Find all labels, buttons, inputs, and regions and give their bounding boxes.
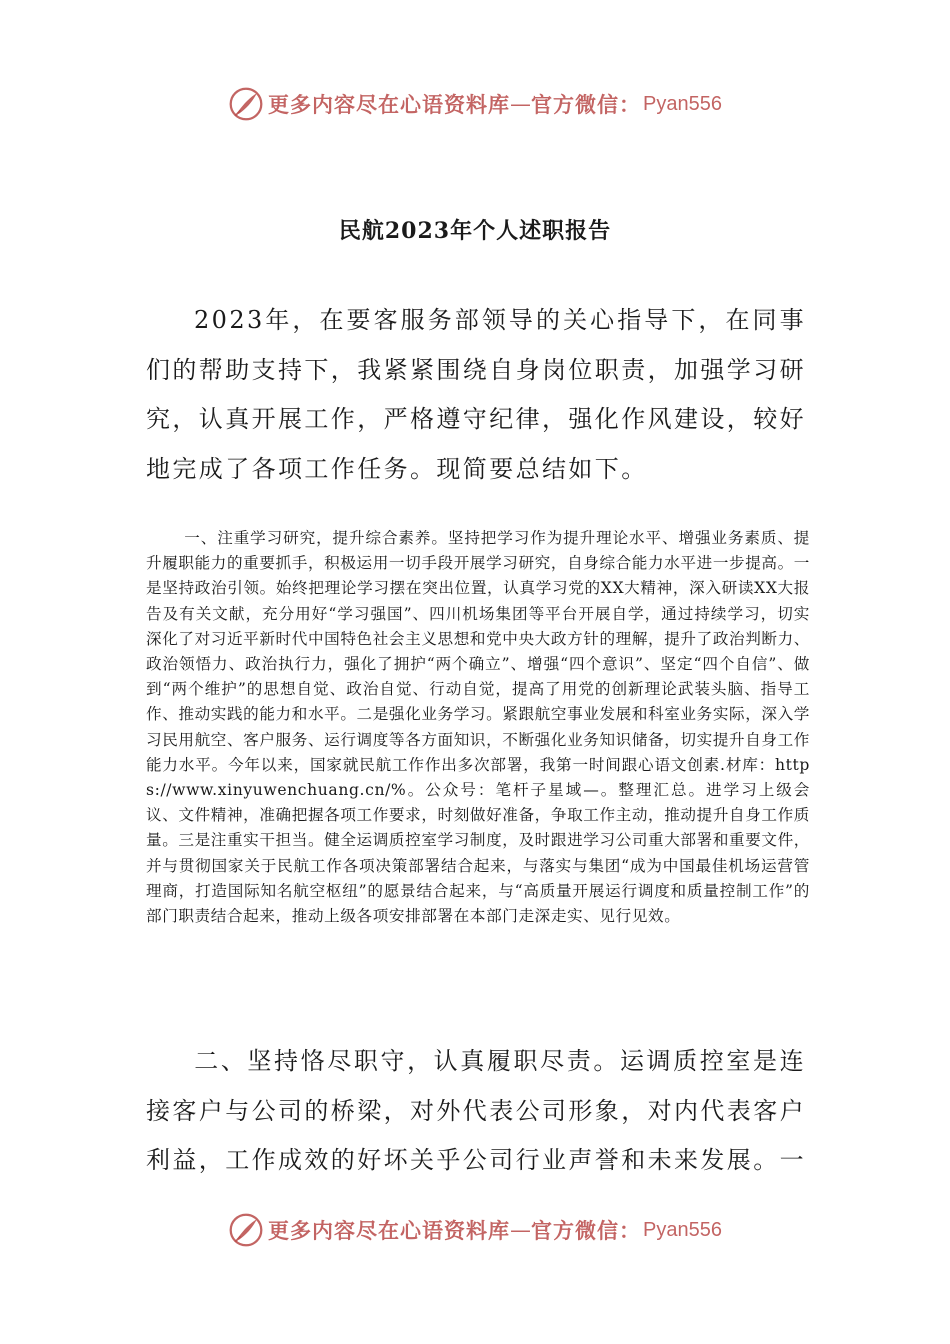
- header-watermark: [0, 84, 950, 124]
- watermark-separator: —: [510, 1218, 532, 1242]
- section-one-paragraph: [146, 526, 810, 929]
- section-two-paragraph: [146, 1037, 806, 1186]
- intro-paragraph: [146, 296, 806, 494]
- watermark-separator: —: [510, 92, 532, 116]
- intro-text: 2023年，在要客服务部领导的关心指导下，在同事们的帮助支持下，我紧紧围绕自身岗位职责，加强学习研究，认真开展工作，严格遵守纪律，强化作风建设，较好地完成了各项工作任务。现简要总结如下。: [146, 306, 806, 483]
- watermark-contact-label: 官方微信：: [531, 92, 642, 117]
- watermark-contact-id: Pyan556: [643, 1218, 722, 1241]
- watermark-contact-id: Pyan556: [643, 92, 722, 115]
- watermark-text: 更多内容尽在心语资料库: [268, 1218, 511, 1243]
- watermark-text: 更多内容尽在心语资料库: [268, 92, 511, 117]
- pen-feather-logo-icon: [228, 1212, 264, 1248]
- pen-feather-logo-icon: [228, 86, 264, 122]
- document-title: 民航2023年个人述职报告: [338, 218, 612, 244]
- section-one-text: 一、注重学习研究，提升综合素养。坚持把学习作为提升理论水平、增强业务素质、提升履职能力的重要抓手，积极运用一切手段开展学习研究，自身综合能力水平进一步提高。一是坚持政治引领。始终把理论学习摆在突出位置，认真学习党的XX大精神，深入研读XX大报告及有关文献，充分用好“学习强国”、四川机场集团等平台开展自学，通过持续学习，切实深化了对习近平新时代中国特色社会主义思想和党中央大政方针的理解，提升了政治判断力、政治领悟力、政治执行力，强化了拥护“两个确立”、增强“四个意识”、坚定“四个自信”、做到“两个维护”的思想自觉、政治自觉、行动自觉，提高了用党的创新理论武装头脑、指导工作、推动实践的能力和水平。二是强化业务学习。紧跟航空事业发展和科室业务实际，深入学习民用航空、客户服务、运行调度等各方面知识，不断强化业务知识储备，切实提升自身工作能力水平。今年以来，国家就民航工作作出多次部署，我第一时间跟心语文创素.材库：https://www.xinyuwenchuang.cn/%。公众号：笔杆子星域—。整理汇总。进学习上级会议、文件精神，准确把握各项工作要求，时刻做好准备，争取工作主动，推动提升自身工作质量。三是注重实干担当。健全运调质控室学习制度，及时跟进学习公司重大部署和重要文件，并与贯彻国家关于民航工作各项决策部署结合起来，与落实与集团“成为中国最佳机场运营管理商，打造国际知名航空枢纽”的愿景结合起来，与“高质量开展运行调度和质量控制工作”的部门职责结合起来，推动上级各项安排部署在本部门走深走实、见行见效。: [146, 529, 810, 926]
- section-two-text: 二、坚持恪尽职守，认真履职尽责。运调质控室是连接客户与公司的桥梁，对外代表公司形象，对内代表客户利益，工作成效的好坏关乎公司行业声誉和未来发展。一: [146, 1047, 806, 1174]
- watermark-contact-label: 官方微信：: [531, 1218, 642, 1243]
- footer-watermark: [0, 1210, 950, 1250]
